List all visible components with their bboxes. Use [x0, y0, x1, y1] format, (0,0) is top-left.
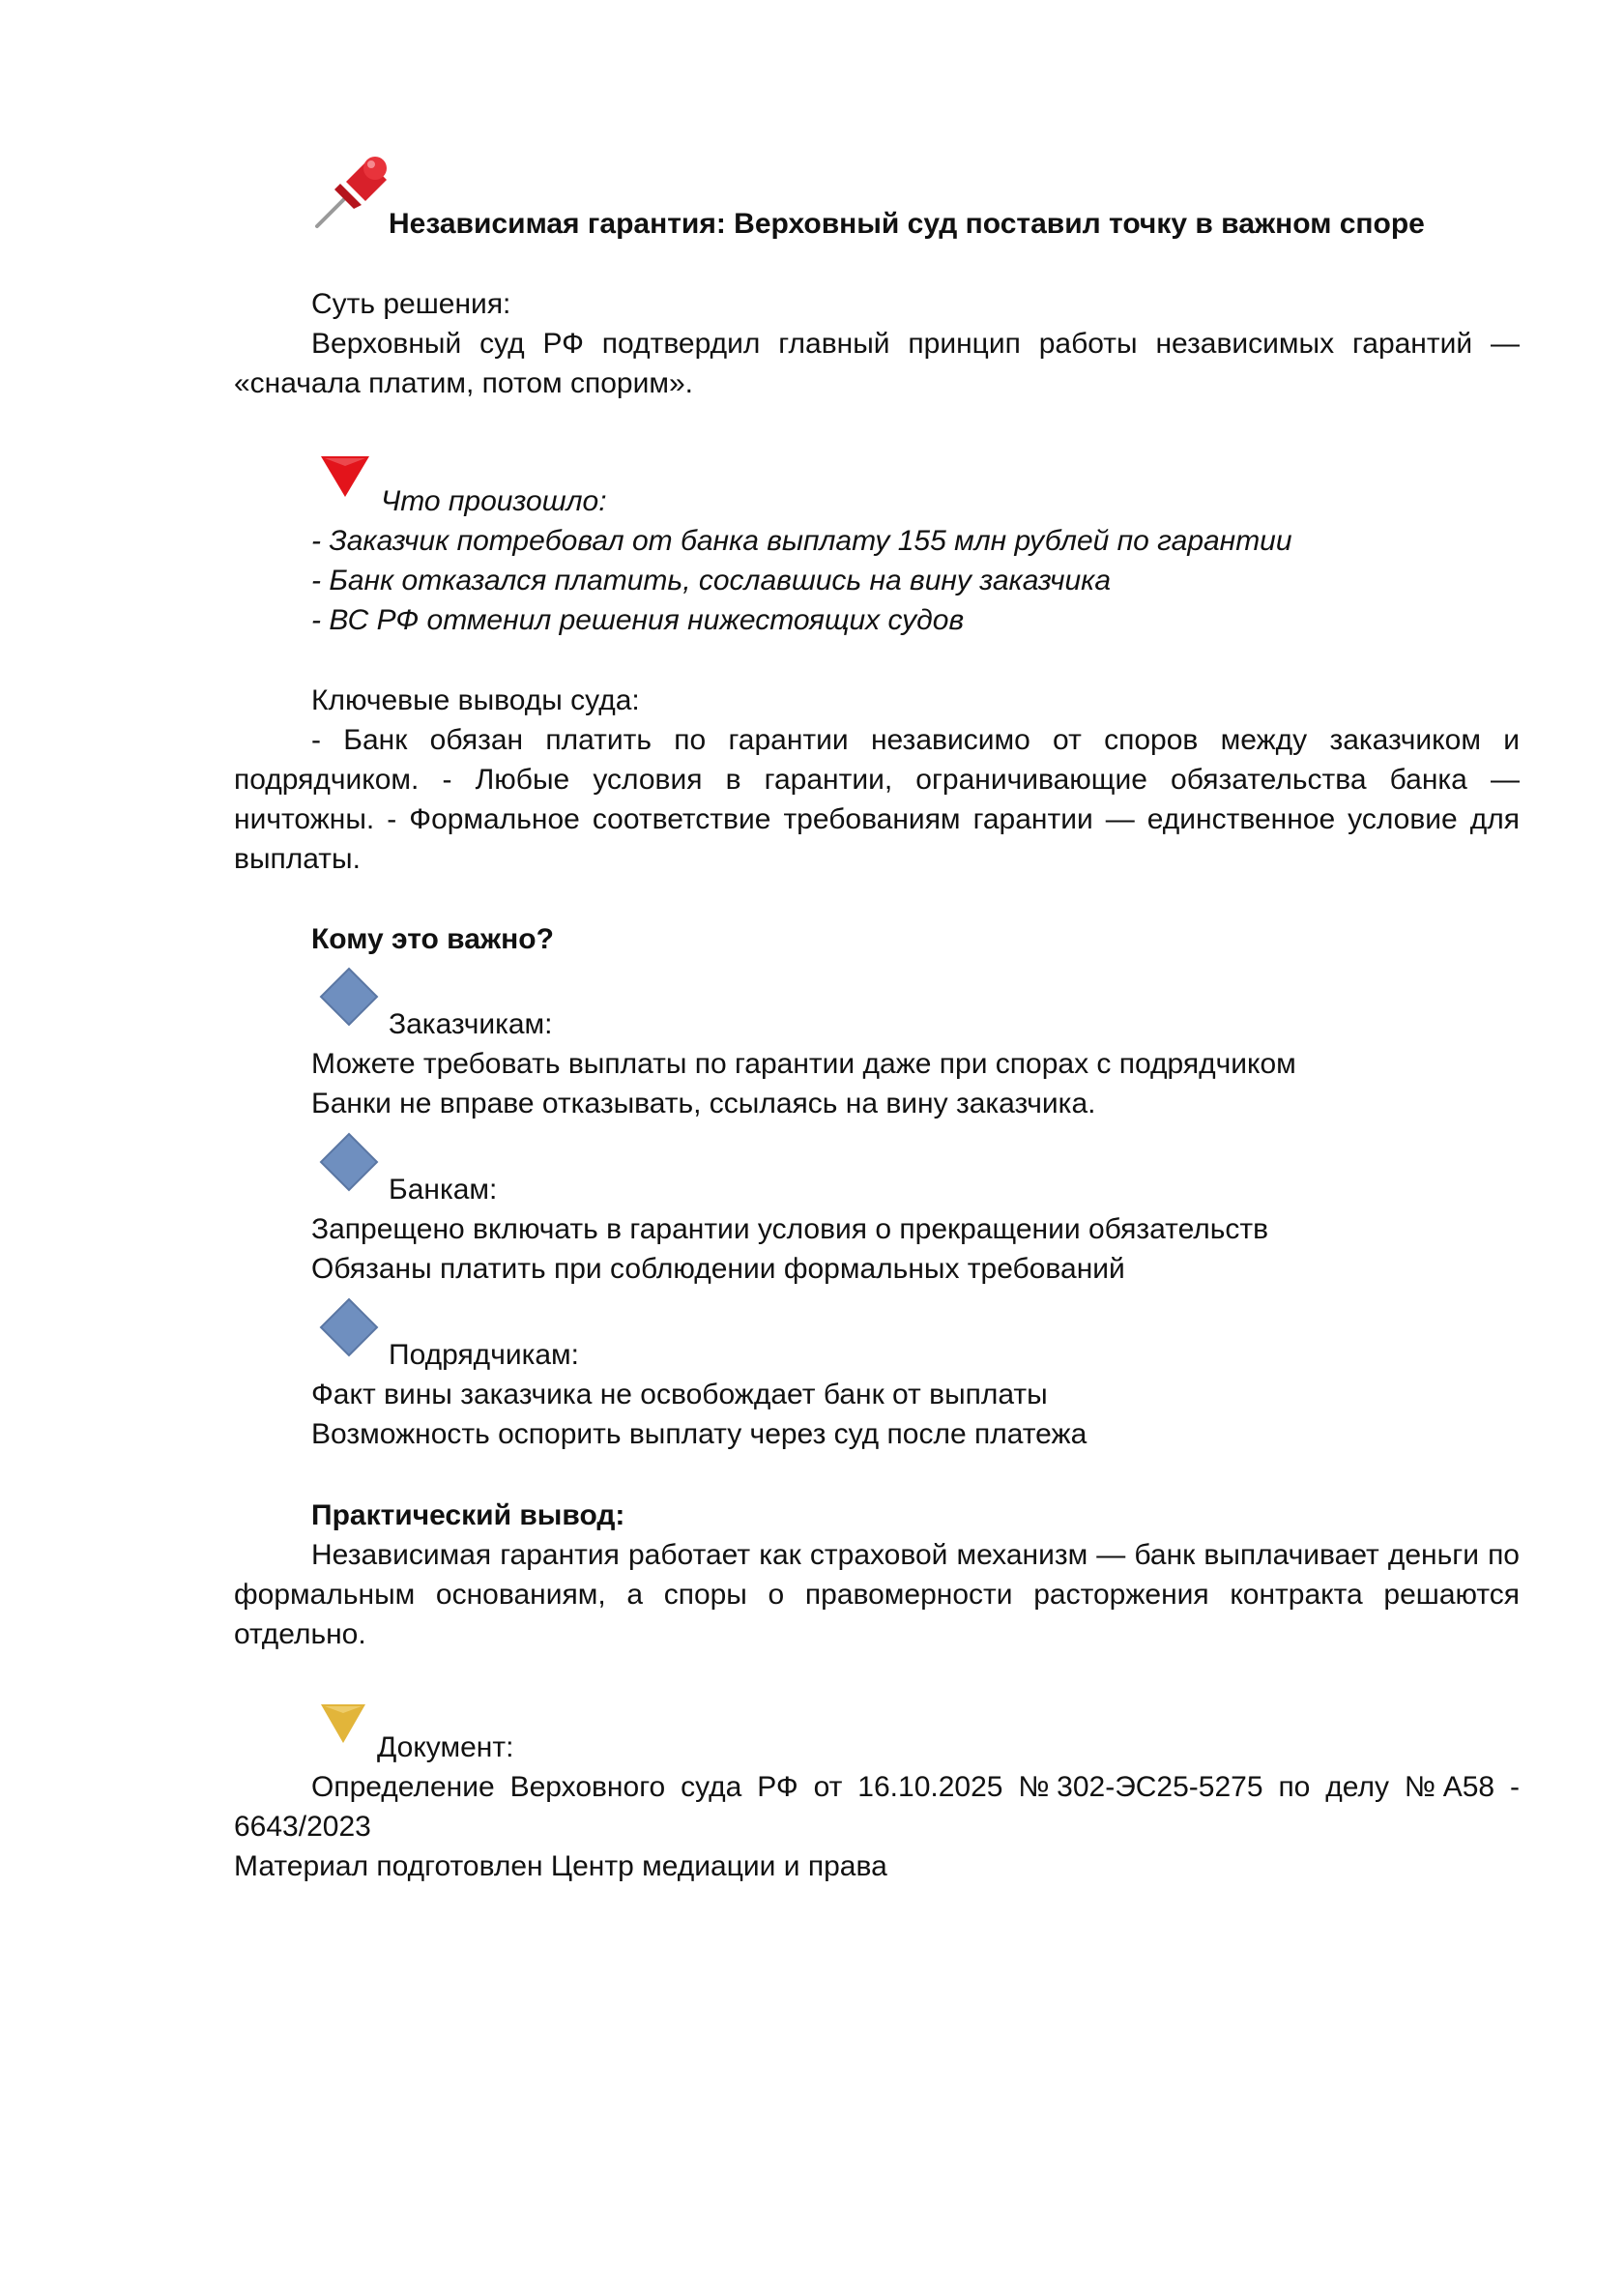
essence-text: Верховный суд РФ подтвердил главный принцип работы независимых гарантий — «сначала платим, потом спорим». [234, 328, 1520, 399]
essence-heading: Суть решения: [311, 288, 511, 320]
practical-text: Независимая гарантия работает как страховой механизм — банк выплачивает деньги по формальным основаниям, а споры о правомерности расторжения контракта решаются отдельно. [234, 1539, 1520, 1650]
blue-diamond-icon [319, 967, 379, 1027]
group-line: Запрещено включать в гарантии условия о прекращении обязательств [311, 1213, 1269, 1245]
group-label: Подрядчикам: [389, 1339, 580, 1371]
group-label: Банкам: [389, 1174, 498, 1206]
pushpin-icon [311, 155, 392, 232]
document-reference: Определение Верховного суда РФ от 16.10.2025 №302-ЭС25-5275 по делу №А58 - [311, 1771, 1520, 1803]
document-reference-cont: 6643/2023 [234, 1811, 371, 1843]
blue-diamond-icon [319, 1297, 379, 1357]
page-title: Независимая гарантия: Верховный суд поставил точку в важном споре [389, 208, 1425, 240]
red-triangle-down-icon [319, 454, 371, 499]
document-credit: Материал подготовлен Центр медиации и права [234, 1850, 887, 1882]
conclusions-heading: Ключевые выводы суда: [311, 684, 640, 716]
yellow-triangle-down-icon [319, 1702, 367, 1745]
practical-heading: Практический вывод: [311, 1499, 625, 1531]
group-line: Можете требовать выплаты по гарантии даже при спорах с подрядчиком [311, 1048, 1296, 1080]
list-item: - Заказчик потребовал от банка выплату 155 млн рублей по гарантии [311, 525, 1292, 557]
what-happened-heading: Что произошло: [381, 485, 607, 517]
who-heading: Кому это важно? [311, 923, 554, 955]
group-line: Возможность оспорить выплату через суд после платежа [311, 1418, 1088, 1450]
blue-diamond-icon [319, 1132, 379, 1192]
conclusions-text: - Банк обязан платить по гарантии независимо от споров между заказчиком и подрядчиком. - Любые условия в гарантии, ограничивающие обязательства банка — ничтожны. - Формальное соответствие требованиям гарантии — единственное условие для выплаты. [234, 724, 1520, 875]
list-item: - Банк отказался платить, сославшись на вину заказчика [311, 565, 1112, 596]
group-line: Факт вины заказчика не освобождает банк от выплаты [311, 1379, 1048, 1410]
group-label: Заказчикам: [389, 1008, 553, 1040]
document-heading: Документ: [377, 1731, 514, 1763]
group-line: Банки не вправе отказывать, ссылаясь на вину заказчика. [311, 1088, 1096, 1119]
group-line: Обязаны платить при соблюдении формальных требований [311, 1253, 1125, 1285]
list-item: - ВС РФ отменил решения нижестоящих судов [311, 604, 965, 636]
